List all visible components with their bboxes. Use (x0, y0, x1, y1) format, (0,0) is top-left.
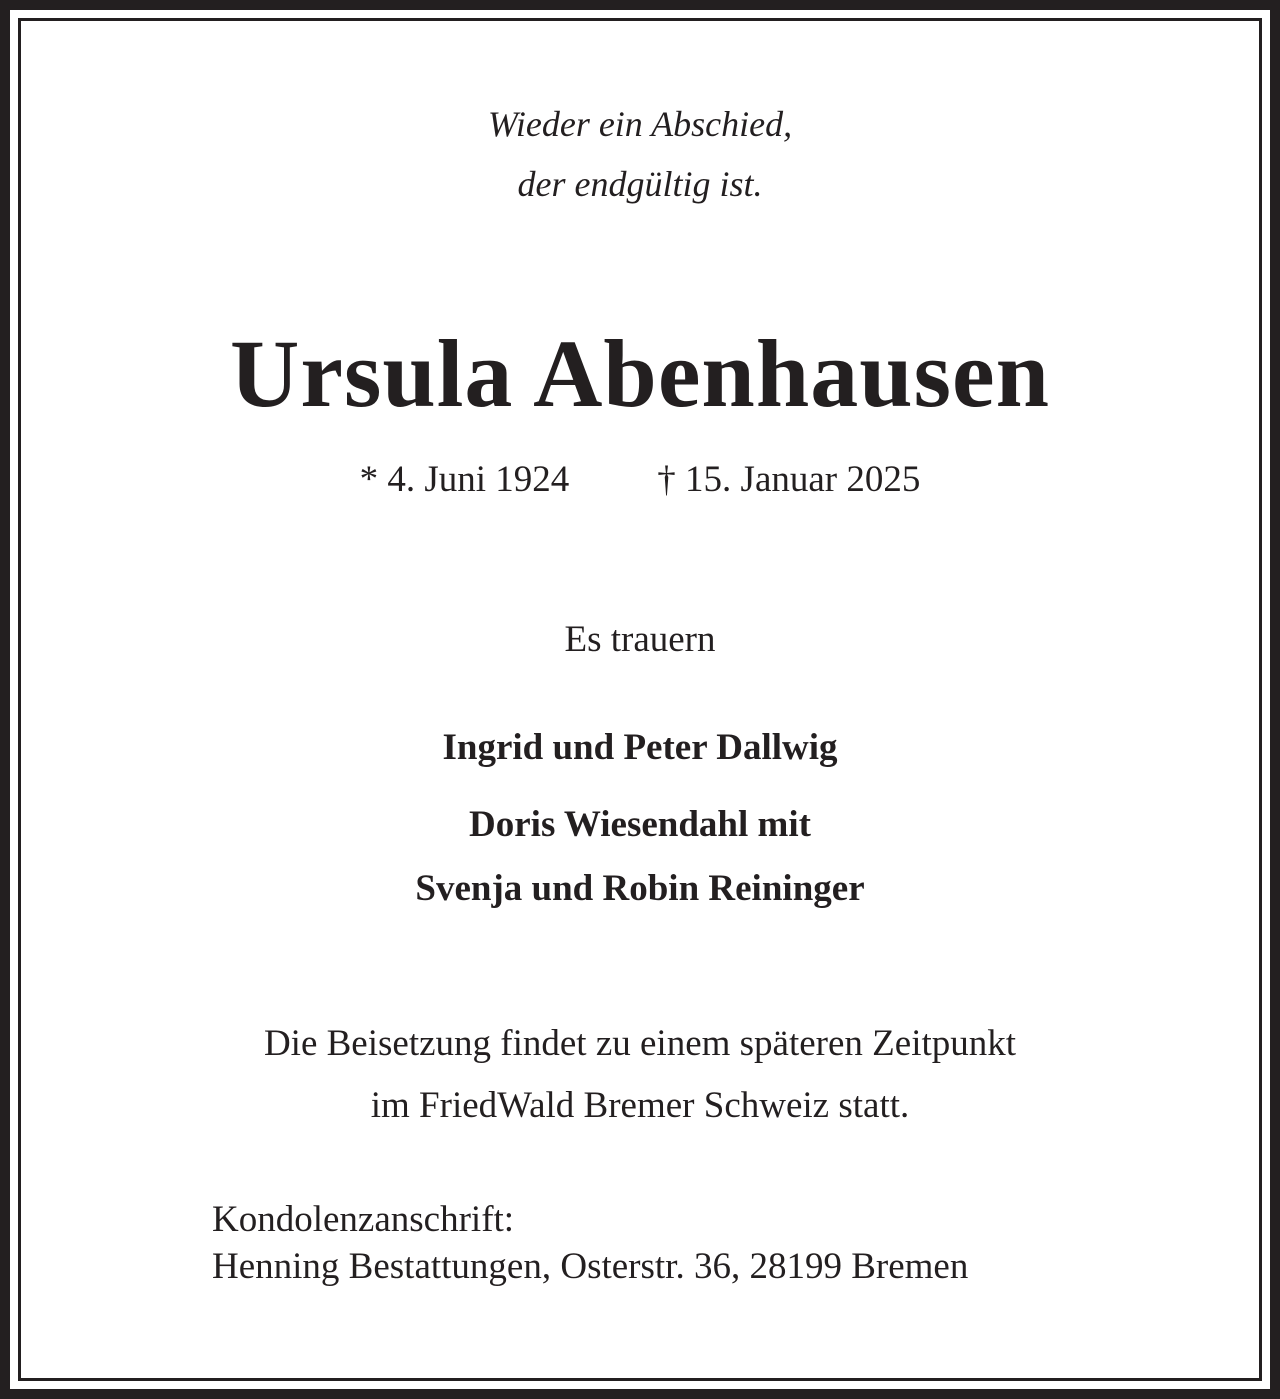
mourner: Svenja und Robin Reininger (415, 868, 865, 909)
mourner: Ingrid und Peter Dallwig (442, 727, 838, 768)
deceased-name: Ursula Abenhausen (230, 320, 1050, 427)
mourner: Doris Wiesendahl mit (469, 804, 811, 845)
burial-line-1: Die Beisetzung findet zu einem späteren Zeitpunkt (263, 1023, 1017, 1064)
life-dates (0, 458, 1280, 501)
mourning-intro: Es trauern (564, 619, 716, 660)
condolence-address: Henning Bestattungen, Osterstr. 36, 28199 Bremen (212, 1246, 969, 1287)
condolence-label: Kondolenzanschrift: (212, 1199, 515, 1240)
death-date: † 15. Januar 2025 (657, 459, 921, 500)
birth-date: * 4. Juni 1924 (359, 459, 570, 500)
inner-border (18, 18, 1262, 1381)
motto-line-2: der endgültig ist. (517, 164, 763, 204)
motto-line-1: Wieder ein Abschied, (487, 104, 793, 144)
burial-line-2: im FriedWald Bremer Schweiz statt. (370, 1085, 910, 1126)
